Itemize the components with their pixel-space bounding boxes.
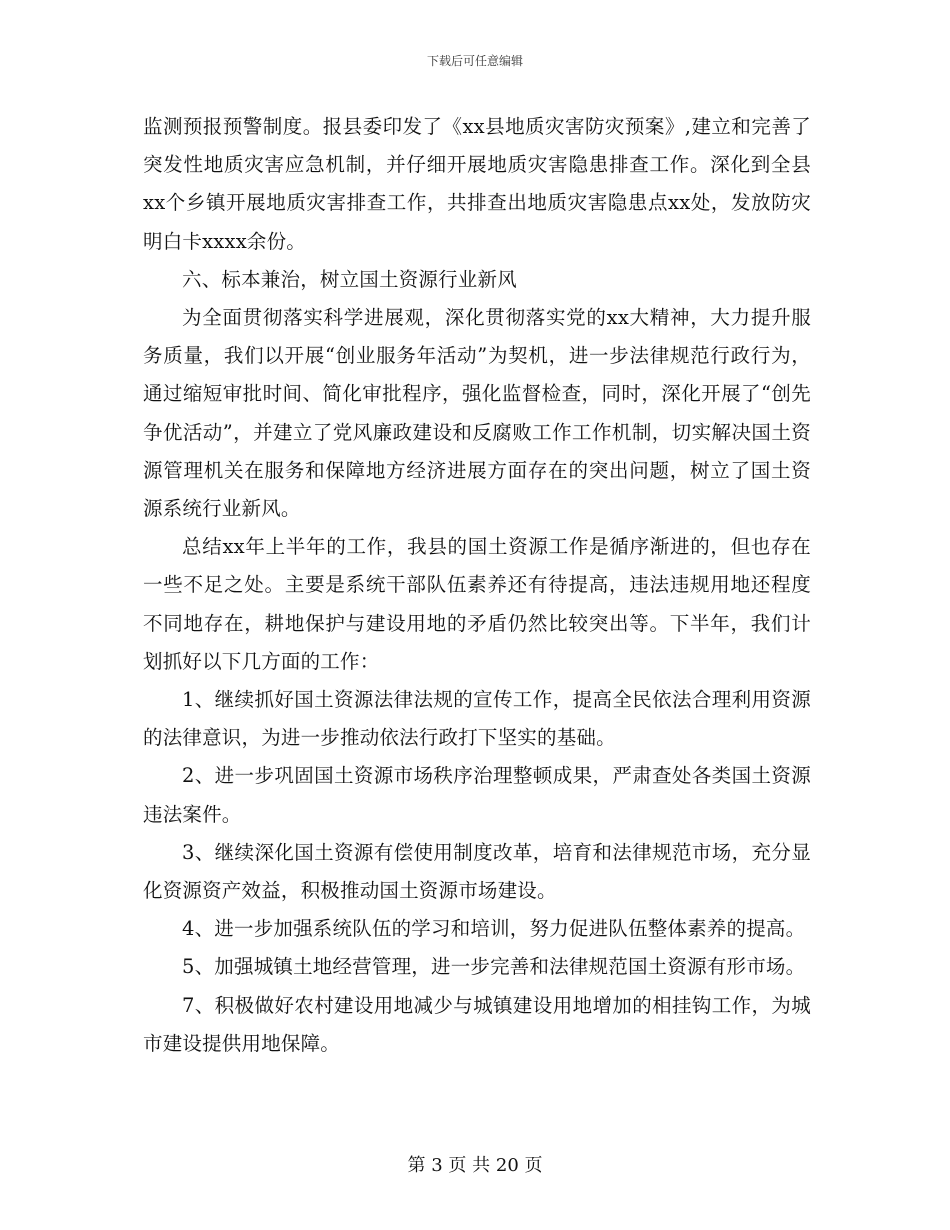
- list-item: 5、加强城镇土地经营管理，进一步完善和法律规范国土资源有形市场。: [182, 955, 806, 979]
- list-item: 4、进一步加强系统队伍的学习和培训，努力促进队伍整体素养的提高。: [182, 917, 806, 941]
- list-item: 3、继续深化国土资源有偿使用制度改革，培育和法律规范市场，充分显化资源资产效益，积极推动国土资源市场建设。: [143, 840, 811, 903]
- list-item: 7、积极做好农村建设用地减少与城镇建设用地增加的相挂钩工作，为城市建设提供用地保障。: [143, 993, 811, 1055]
- list-item: 1、继续抓好国土资源法律法规的宣传工作，提高全民依法合理利用资源的法律意识，为进一步推动依法行政打下坚实的基础。: [143, 688, 811, 750]
- page-label-suffix: 页: [524, 1155, 543, 1176]
- page-label-prefix: 第: [407, 1155, 426, 1176]
- total-pages-number: 20: [495, 1155, 519, 1176]
- paragraph-continuation: 监测预报预警制度。报县委印发了《xx县地质灾害防灾预案》,建立和完善了突发性地质灾害应急机制，并仔细开展地质灾害隐患排查工作。深化到全县xx个乡镇开展地质灾害排查工作，共排查出地质灾害隐患点xx处，发放防灾明白卡xxxx余份。: [143, 115, 811, 253]
- section-heading: 六、标本兼治，树立国土资源行业新风: [182, 267, 517, 291]
- paragraph: 为全面贯彻落实科学进展观，深化贯彻落实党的xx大精神，大力提升服务质量，我们以开展“创业服务年活动”为契机，进一步法律规范行政行为，通过缩短审批时间、简化审批程序，强化监督检查，同时，深化开展了“创先争优活动”，并建立了党风廉政建设和反腐败工作工作机制，切实解决国土资源管理机关在服务和保障地方经济进展方面存在的突出问题，树立了国土资源系统行业新风。: [143, 306, 811, 521]
- current-page-number: 3: [431, 1155, 443, 1176]
- page-footer: [0, 1151, 950, 1177]
- header-note: 下载后可任意编辑: [426, 54, 523, 68]
- list-item: 2、进一步巩固国土资源市场秩序治理整顿成果，严肃查处各类国土资源违法案件。: [143, 764, 811, 826]
- document-body: [143, 108, 811, 1063]
- paragraph: 总结xx年上半年的工作，我县的国土资源工作是循序渐进的，但也存在一些不足之处。主要是系统干部队伍素养还有待提高，违法违规用地还程度不同地存在，耕地保护与建设用地的矛盾仍然比较突出等。下半年，我们计划抓好以下几方面的工作：: [143, 535, 811, 673]
- page-label-mid: 页 共: [448, 1155, 491, 1176]
